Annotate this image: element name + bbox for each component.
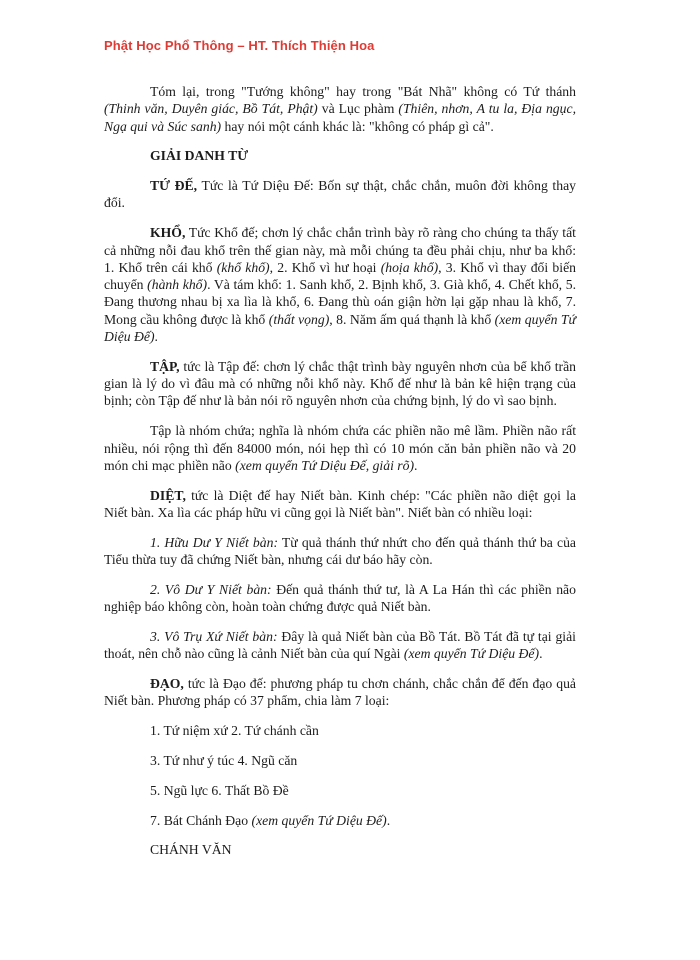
text-run: (khổ khổ): [216, 259, 270, 275]
text-run: 1. Tứ niệm xứ 2. Tứ chánh cần: [150, 723, 319, 739]
text-run: Đến quả thánh thứ tư, là A La Hán thì các phiền não nghiệp báo không còn, hoàn toàn chứng được quả Niết bàn.: [104, 581, 576, 615]
text-run: và Lục phàm: [317, 101, 399, 117]
text-run: Tức Khổ đế; chơn lý chắc chắn trình bày rõ ràng cho chúng ta thấy tất cả những nỗi đau khổ trên thế gian này, mà mỗi chúng ta đều phải chịu, như ba khổ: 1. Khổ trên cái khổ: [104, 225, 576, 275]
text-run: Từ quả thánh thứ nhứt cho đến quả thánh thứ ba của Tiểu thừa tuy đã chứng Niết bàn, nhưng cái dư báo hãy còn.: [104, 534, 577, 568]
text-run: (thất vọng): [268, 311, 330, 327]
text-run: TỨ ĐẾ,: [150, 178, 198, 194]
text-run: (Thiên, nhơn, A tu la, Địa ngục, Ngạ qui và Súc sanh): [104, 101, 576, 134]
text-run: 3. Vô Trụ Xứ Niết bàn:: [150, 628, 278, 644]
intro-paragraph: [104, 83, 576, 135]
paragraph-diet: [104, 487, 576, 522]
text-run: tức là Đạo đế: phương pháp tu chơn chánh, chắc chắn để đến đạo quả Niết bàn. Phương pháp có 37 phẩm, chia làm 7 loại:: [104, 676, 576, 709]
text-run: 1. Hữu Dư Y Niết bàn:: [150, 534, 279, 550]
list-item-1-2: [104, 722, 576, 739]
paragraph-vo-tru-xu-niet-ban: [104, 628, 576, 663]
document-body: [104, 83, 576, 871]
text-run: DIỆT,: [150, 487, 186, 503]
text-run: . Và tám khổ: 1. Sanh khổ, 2. Bịnh khổ, 3. Già khổ, 4. Chết khổ, 5. Đang thương nhau bị xa lìa là khổ, 6. Đang thù oán giận hờn lại gặp nhau là khổ, 7. Mong cầu không được là khổ: [104, 277, 576, 327]
list-item-3-4: [104, 752, 576, 769]
heading-chanh-van: [104, 841, 576, 858]
text-run: Tập là nhóm chứa; nghĩa là nhóm chứa các phiền não mê lầm. Phiền não rất nhiều, nói rộng thì đến 84000 món, nói hẹp thì có 10 món căn bản phiền não và 20 món chi mạc phiền não: [104, 423, 576, 473]
text-run: 3. Tứ như ý túc 4. Ngũ căn: [150, 752, 298, 768]
text-run: CHÁNH VĂN: [150, 842, 232, 858]
text-run: (xem quyển Tứ Diệu Đế): [403, 646, 540, 662]
text-run: Tóm lại, trong "Tướng không" hay trong "Bát Nhã" không có Tứ thánh: [150, 84, 576, 99]
text-run: 5. Ngũ lực 6. Thất Bồ Đề: [150, 782, 289, 798]
text-run: Tức là Tứ Diệu Đế: Bốn sự thật, chắc chắn, muôn đời không thay đổi.: [104, 178, 576, 211]
text-run: GIẢI DANH TỪ: [150, 148, 249, 164]
page-header-title: Phật Học Phổ Thông – HT. Thích Thiện Hoa: [104, 38, 375, 53]
text-run: .: [414, 457, 418, 473]
text-run: (xem quyển Tứ Diệu Đế): [251, 812, 387, 828]
paragraph-tu-de: [104, 177, 576, 212]
text-run: 7. Bát Chánh Đạo: [150, 812, 252, 828]
text-run: , 3. Khổ vì thay đổi biến chuyển: [104, 259, 576, 293]
text-run: tức là Tập đế: chơn lý chắc thật trình bày nguyên nhơn của bể khổ trần gian là lý do vì đâu mà có những nỗi khổ này. Khổ đế như là bản kê hiện trạng của bịnh; còn Tập đế như là bản nói rõ nguyên nhơn của chứng bịnh, lý do vì sao bịnh.: [104, 358, 576, 409]
text-run: .: [154, 329, 158, 345]
list-item-7: [104, 812, 576, 829]
text-run: (xem quyển Tứ Diệu Đế, giải rõ): [235, 457, 415, 473]
paragraph-kho: [104, 224, 576, 345]
text-run: ĐẠO,: [150, 676, 184, 692]
text-run: KHỔ,: [150, 225, 186, 241]
paragraph-tap-nhom-chua: [104, 422, 576, 474]
paragraph-vo-du-y-niet-ban: [104, 581, 576, 616]
text-run: (Thinh văn, Duyên giác, Bồ Tát, Phật): [104, 101, 318, 117]
text-run: .: [539, 646, 543, 662]
paragraph-dao: [104, 675, 576, 710]
text-run: (hành khổ): [147, 277, 208, 293]
paragraph-huu-du-y-niet-ban: [104, 534, 576, 569]
heading-giai-danh-tu: [104, 147, 576, 164]
paragraph-tap: [104, 358, 576, 410]
text-run: , 8. Năm ấm quá thạnh là khổ: [329, 311, 495, 327]
text-run: (hoịa khổ): [380, 259, 439, 275]
text-run: hay nói một cánh khác là: "không có pháp gì cả".: [221, 118, 494, 134]
text-run: (xem quyển Tứ Diệu Đế): [104, 311, 576, 345]
text-run: .: [386, 812, 391, 828]
text-run: TẬP,: [150, 358, 180, 374]
page-header: [104, 38, 375, 53]
text-run: , 2. Khổ vì hư hoại: [269, 259, 381, 275]
text-run: Đây là quả Niết bàn của Bồ Tát. Bồ Tát đã tự tại giải thoát, nên chỗ nào cũng là cảnh Niết bàn của quí Ngài: [104, 628, 576, 662]
text-run: tức là Diệt đế hay Niết bàn. Kinh chép: "Các phiền não diệt gọi la Niết bàn. Xa lìa các pháp hữu vi cũng gọi là Niết bàn". Niết bàn có nhiều loại:: [104, 487, 576, 520]
text-run: 2. Vô Dư Y Niết bàn:: [150, 581, 272, 597]
list-item-5-6: [104, 782, 576, 799]
